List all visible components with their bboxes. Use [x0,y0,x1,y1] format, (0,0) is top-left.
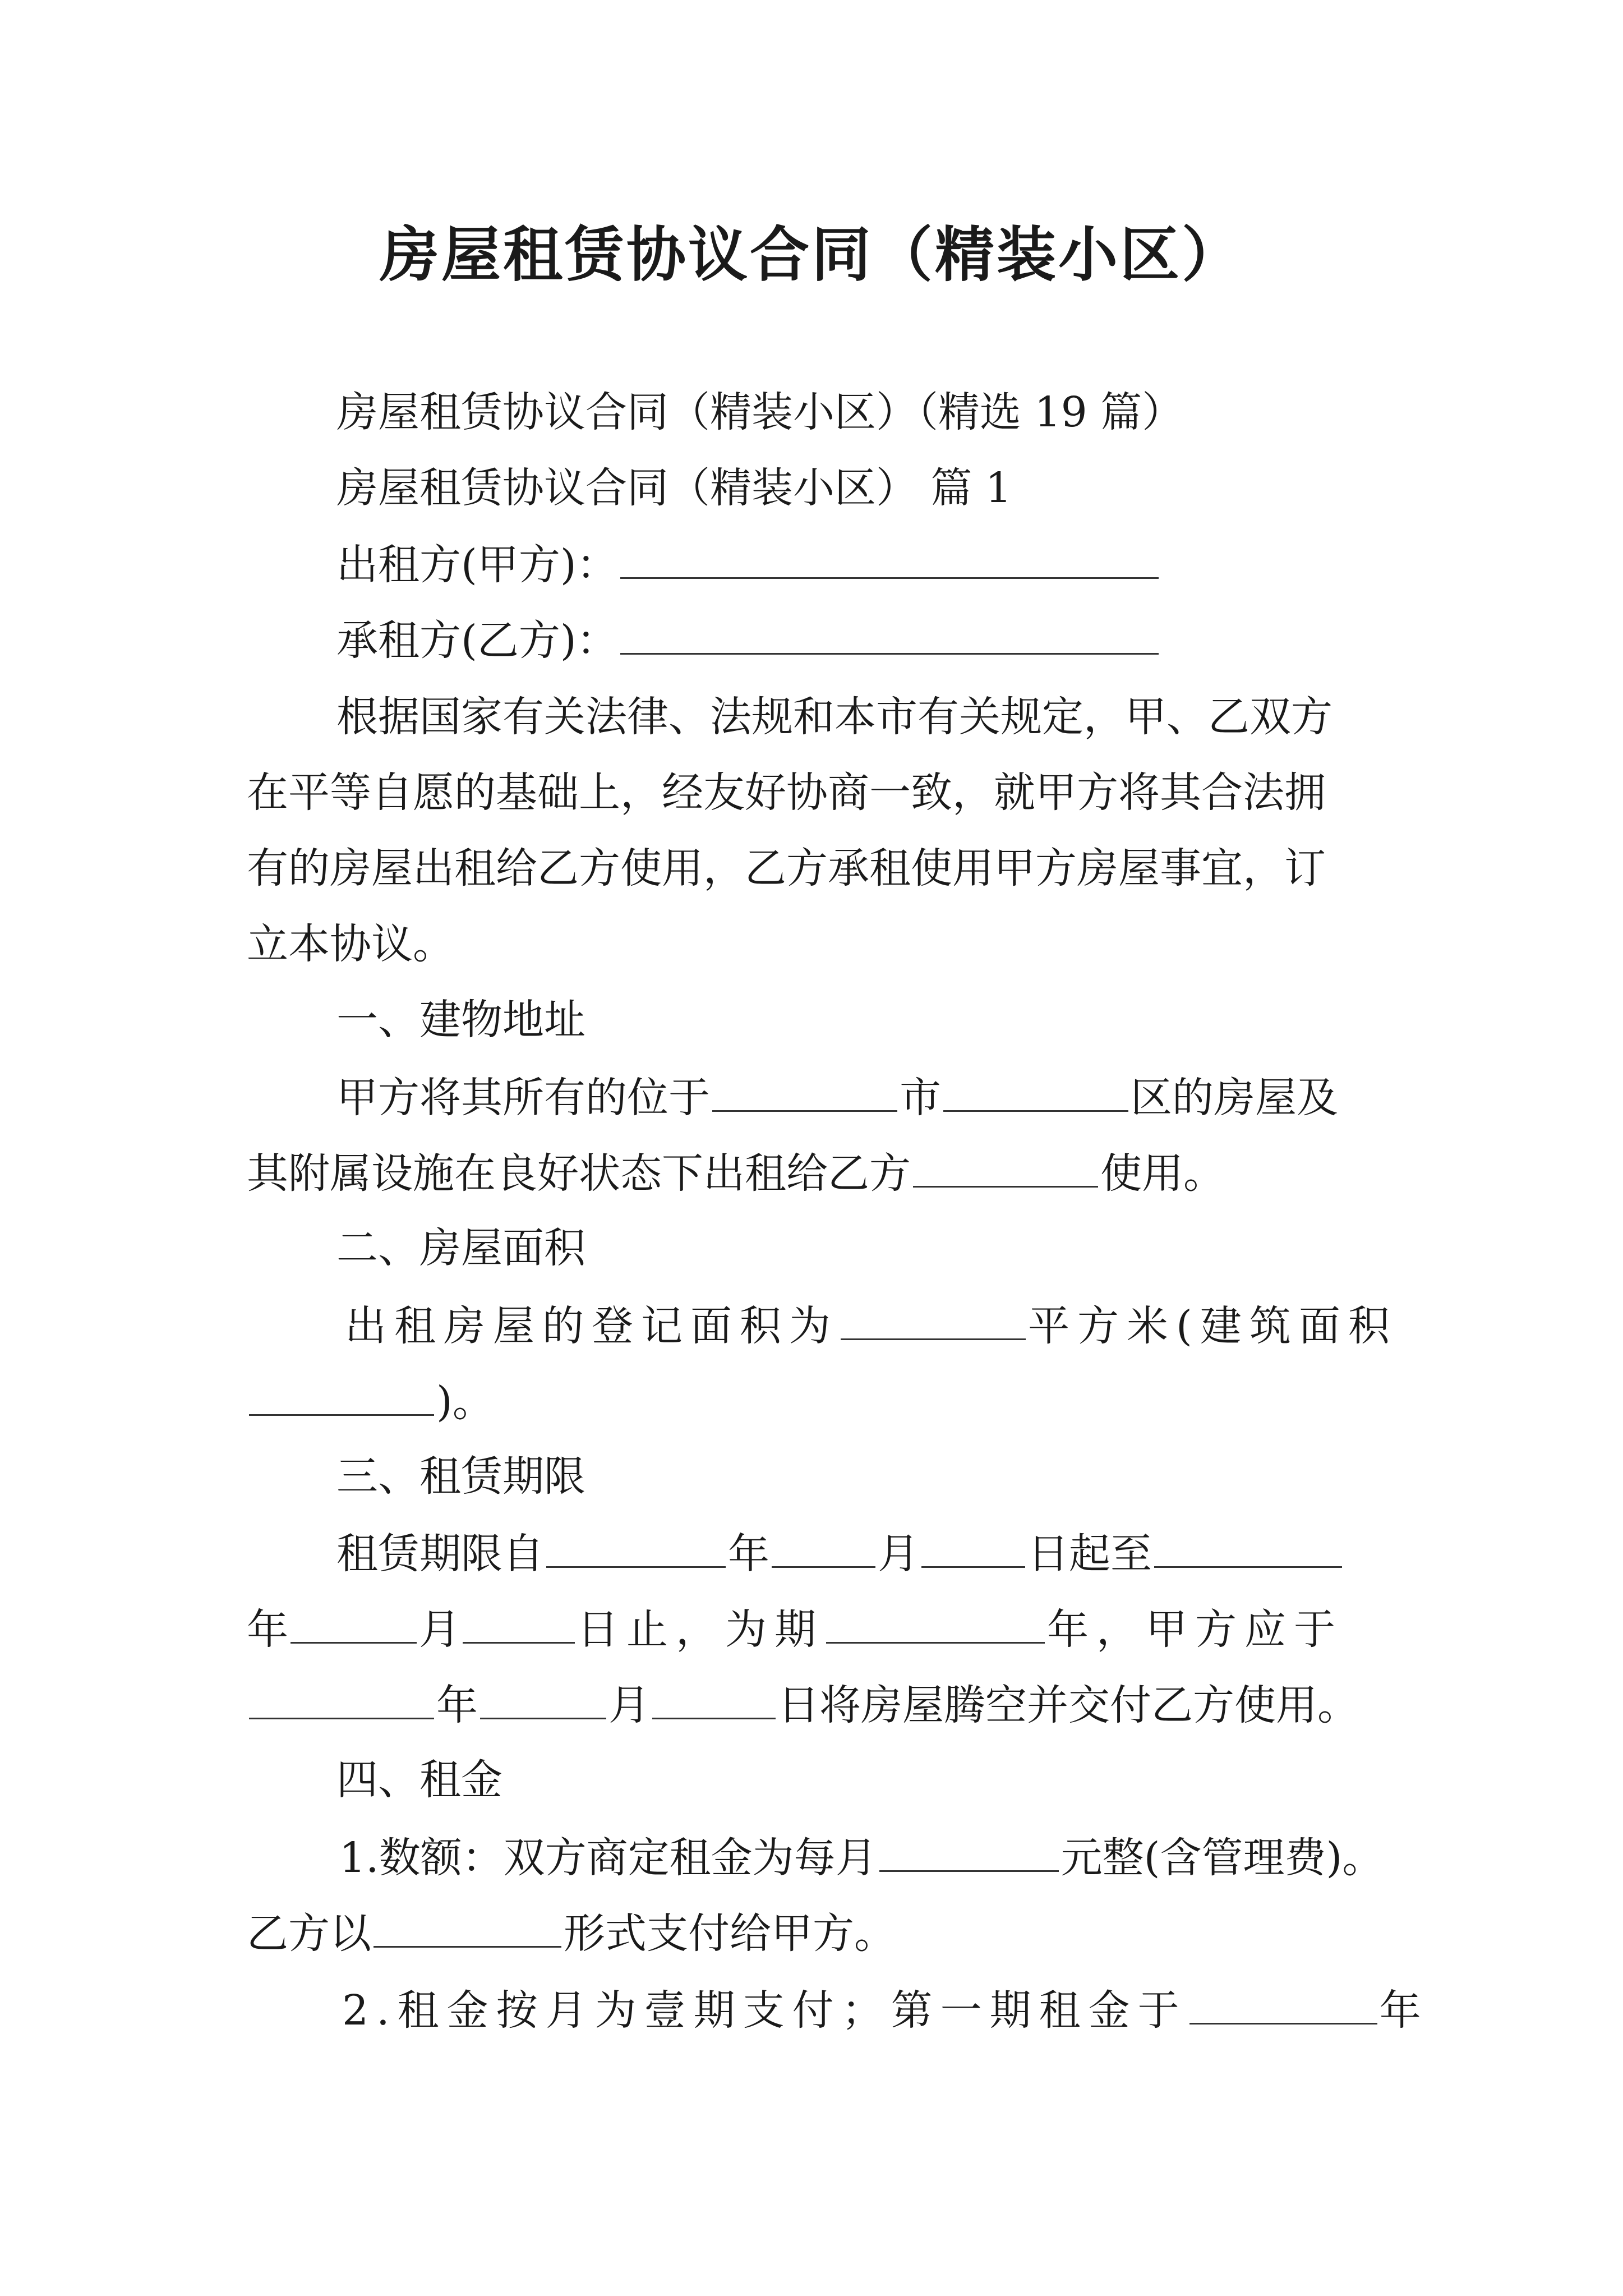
first-payment-year-blank [1189,1981,1377,2024]
section-4-line-1 [339,1829,1623,1886]
handover-month-blank [480,1676,606,1719]
handover-day-blank [652,1676,776,1719]
section-4-line-2 [247,1904,1623,1962]
section-1-line-1 [336,1069,1623,1126]
s1-text-d: 其附属设施在良好状态下出租给乙方 [247,1149,911,1198]
s3-month: 月 [878,1530,919,1578]
article-heading: 房屋租赁协议合同（精装小区） 篇 1 [336,464,1012,512]
s4-2-text-b: 年 [1379,1986,1421,2035]
s1-text-a: 甲方将其所有的位于 [336,1074,710,1122]
end-month-blank [291,1600,417,1644]
section-2-line-2 [247,1373,1623,1430]
document-title: 房屋租赁协议合同（精装小区） [380,219,1243,289]
s4-1-text-b: 元整(含管理费)。 [1061,1834,1384,1882]
section-2-heading: 二、房屋面积 [336,1224,585,1272]
section-1-line-2 [247,1144,1623,1202]
lessee-line [336,611,1623,669]
monthly-rent-blank [879,1829,1059,1872]
s2-text-a: 出租房屋的登记面积为 [345,1302,838,1350]
lessor-line [336,536,1623,593]
lessor-label: 出租方(甲方)： [336,541,618,589]
s1-text-e: 使用。 [1100,1149,1225,1198]
s4-1-text-a: 1.数额：双方商定租金为每月 [339,1834,877,1882]
s1-text-city: 市 [900,1074,941,1122]
s3-handover: 日将房屋腾空并交付乙方使用。 [778,1681,1359,1729]
lessor-blank [620,536,1159,579]
section-2-line-1 [345,1297,1623,1354]
s3-day-to: 日起至 [1027,1530,1152,1578]
preamble-line-3: 有的房屋出租给乙方使用，乙方承租使用甲方房屋事宜，订 [247,844,1326,892]
city-blank [712,1069,897,1112]
s3-year-2: 年 [247,1605,288,1654]
area-blank [841,1297,1026,1340]
s3-year: 年 [728,1530,769,1578]
section-4-line-3 [342,1981,1623,2039]
preamble-line-2: 在平等自愿的基础上，经友好协商一致，就甲方将其合法拥 [247,769,1326,817]
section-3-line-2 [247,1600,1623,1658]
subtitle: 房屋租赁协议合同（精装小区）（精选 19 篇） [336,388,1184,436]
preamble-line-4: 立本协议。 [247,920,454,968]
lessee-label: 承租方(乙方)： [336,616,618,665]
s2-text-b: 平方米(建筑面积 [1028,1302,1398,1350]
handover-year-blank [249,1676,434,1719]
start-year-blank [546,1525,726,1568]
building-area-blank [249,1373,434,1416]
start-month-blank [772,1525,875,1568]
district-blank [943,1069,1128,1112]
section-3-line-1 [336,1525,1623,1582]
s1-text-district: 区的房屋及 [1131,1074,1338,1122]
s3-month-3: 月 [608,1681,650,1729]
lessee-blank [620,611,1159,655]
section-3-heading: 三、租赁期限 [336,1452,585,1501]
s3-text-a: 租赁期限自 [336,1530,544,1578]
preamble-line-1: 根据国家有关法律、法规和本市有关规定，甲、乙双方 [336,693,1332,741]
payment-method-blank [374,1904,561,1948]
s3-years-label: 年，甲方应于 [1047,1605,1343,1654]
s2-text-c: )。 [436,1378,494,1426]
s4-2-text-a: 2.租金按月为壹期支付；第一期租金于 [342,1986,1187,2035]
lessee-use-blank [913,1144,1098,1188]
s3-year-3: 年 [436,1681,478,1729]
section-4-heading: 四、租金 [336,1756,502,1804]
term-blank [826,1600,1045,1644]
s3-month-2: 月 [419,1605,460,1654]
s3-day-end: 日止，为期 [577,1605,824,1654]
start-day-blank [921,1525,1025,1568]
end-day-blank [463,1600,575,1644]
s4-1-text-d: 形式支付给甲方。 [564,1910,896,1958]
section-3-line-3 [247,1676,1623,1733]
section-1-heading: 一、建物地址 [336,996,585,1044]
s4-1-text-c: 乙方以 [247,1910,371,1958]
end-year-blank-a [1154,1525,1342,1568]
